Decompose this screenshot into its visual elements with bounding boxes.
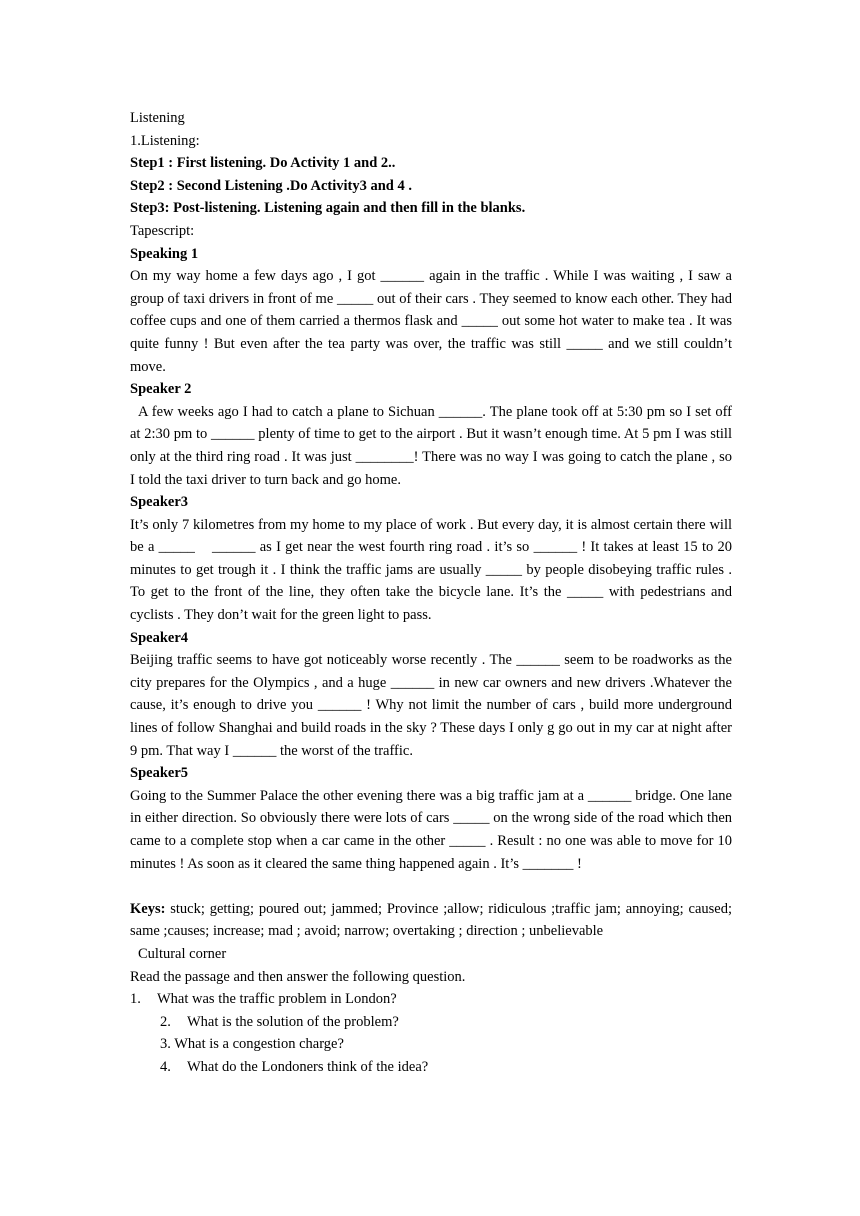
question-number: 1.	[130, 991, 141, 1008]
speaker-2-text: A few weeks ago I had to catch a plane to Sichuan ______. The plane took off at 5:30 pm so I set off at 2:30 pm to ______ plenty of time to get to the airport . But it wasn’t enough time. At 5 pm I was still only at the third ring road . It was just ________! There was no way I was going to catch the plane , so I told the taxi driver to turn back and go home.	[130, 403, 732, 488]
question-text: 3. What is a congestion charge?	[160, 1036, 344, 1053]
step-3: Step3: Post-listening. Listening again and then fill in the blanks.	[130, 200, 526, 217]
sub-heading: 1.Listening:	[130, 132, 200, 149]
step-1: Step1 : First listening. Do Activity 1 and 2..	[130, 155, 396, 172]
speaker-5-text: Going to the Summer Palace the other evening there was a big traffic jam at a ______ bridge. One lane in either direction. So obviously there were lots of cars _____ on the wrong side of the road which then came to a complete stop when a car came in the other _____ . Result : no one was able to move for 10 minutes ! As soon as it cleared the same thing happened again . It’s _______ !	[130, 787, 732, 872]
heading: Listening	[130, 110, 185, 126]
keys-text: stuck; getting; poured out; jammed; Province ;allow; ridiculous ;traffic jam; annoying; caused; same ;causes; increase; mad ; avoid; narrow; overtaking ; direction ; unbelievable	[130, 900, 732, 940]
speaker-1-text: On my way home a few days ago , I got ______ again in the traffic . While I was waiting , I saw a group of taxi drivers in front of me _____ out of their cars . They seemed to know each other. They had coffee cups and one of them carried a thermos flask and _____ out some hot water to make tea . It was quite funny ! But even after the tea party was over, the traffic was still _____ and we still couldn’t move.	[130, 268, 732, 375]
step-2: Step2 : Second Listening .Do Activity3 and 4 .	[130, 177, 412, 194]
question-text: What do the Londoners think of the idea?	[187, 1058, 429, 1075]
question-4	[130, 1056, 732, 1079]
speaker-4-title: Speaker4	[130, 629, 188, 646]
question-number: 2.	[160, 1013, 171, 1030]
instruction: Read the passage and then answer the following question.	[130, 968, 466, 985]
question-3	[130, 1033, 732, 1056]
speaker-3-text: It’s only 7 kilometres from my home to my place of work . But every day, it is almost certain there will be a _____ ______ as I get near the west fourth ring road . it’s so ______ ! It takes at least 15 to 20 minutes to get trough it . I think the traffic jams are usually _____ by people disobeying traffic rules . To get to the front of the line, they often take the bicycle lane. It’s the _____ with pedestrians and cyclists . They don’t wait for the green light to pass.	[130, 516, 732, 624]
speaker-5-title: Speaker5	[130, 765, 188, 782]
question-text: What is the solution of the problem?	[187, 1013, 399, 1030]
blank-line	[130, 875, 732, 898]
question-number: 4.	[160, 1058, 171, 1075]
answer-keys	[130, 898, 732, 943]
question-text: What was the traffic problem in London?	[157, 991, 397, 1008]
speaker-1-title: Speaking 1	[130, 245, 199, 262]
speaker-3-title: Speaker3	[130, 494, 188, 511]
document-page	[130, 107, 732, 1079]
cultural-corner-heading: Cultural corner	[138, 945, 227, 962]
tapescript-label: Tapescript:	[130, 222, 195, 239]
keys-label: Keys:	[130, 900, 166, 917]
question-2	[130, 1011, 732, 1034]
speaker-2-title: Speaker 2	[130, 381, 192, 398]
question-1	[130, 988, 732, 1011]
speaker-4-text: Beijing traffic seems to have got noticeably worse recently . The ______ seem to be roadworks as the city prepares for the Olympics , and a huge ______ in new car owners and new drivers .Whatever the cause, it’s enough to drive you ______ ! Why not limit the number of cars , build more underground lines of follow Shanghai and build roads in the sky ? These days I only g go out in my car at night after 9 pm. That way I ______ the worst of the traffic.	[130, 652, 732, 759]
